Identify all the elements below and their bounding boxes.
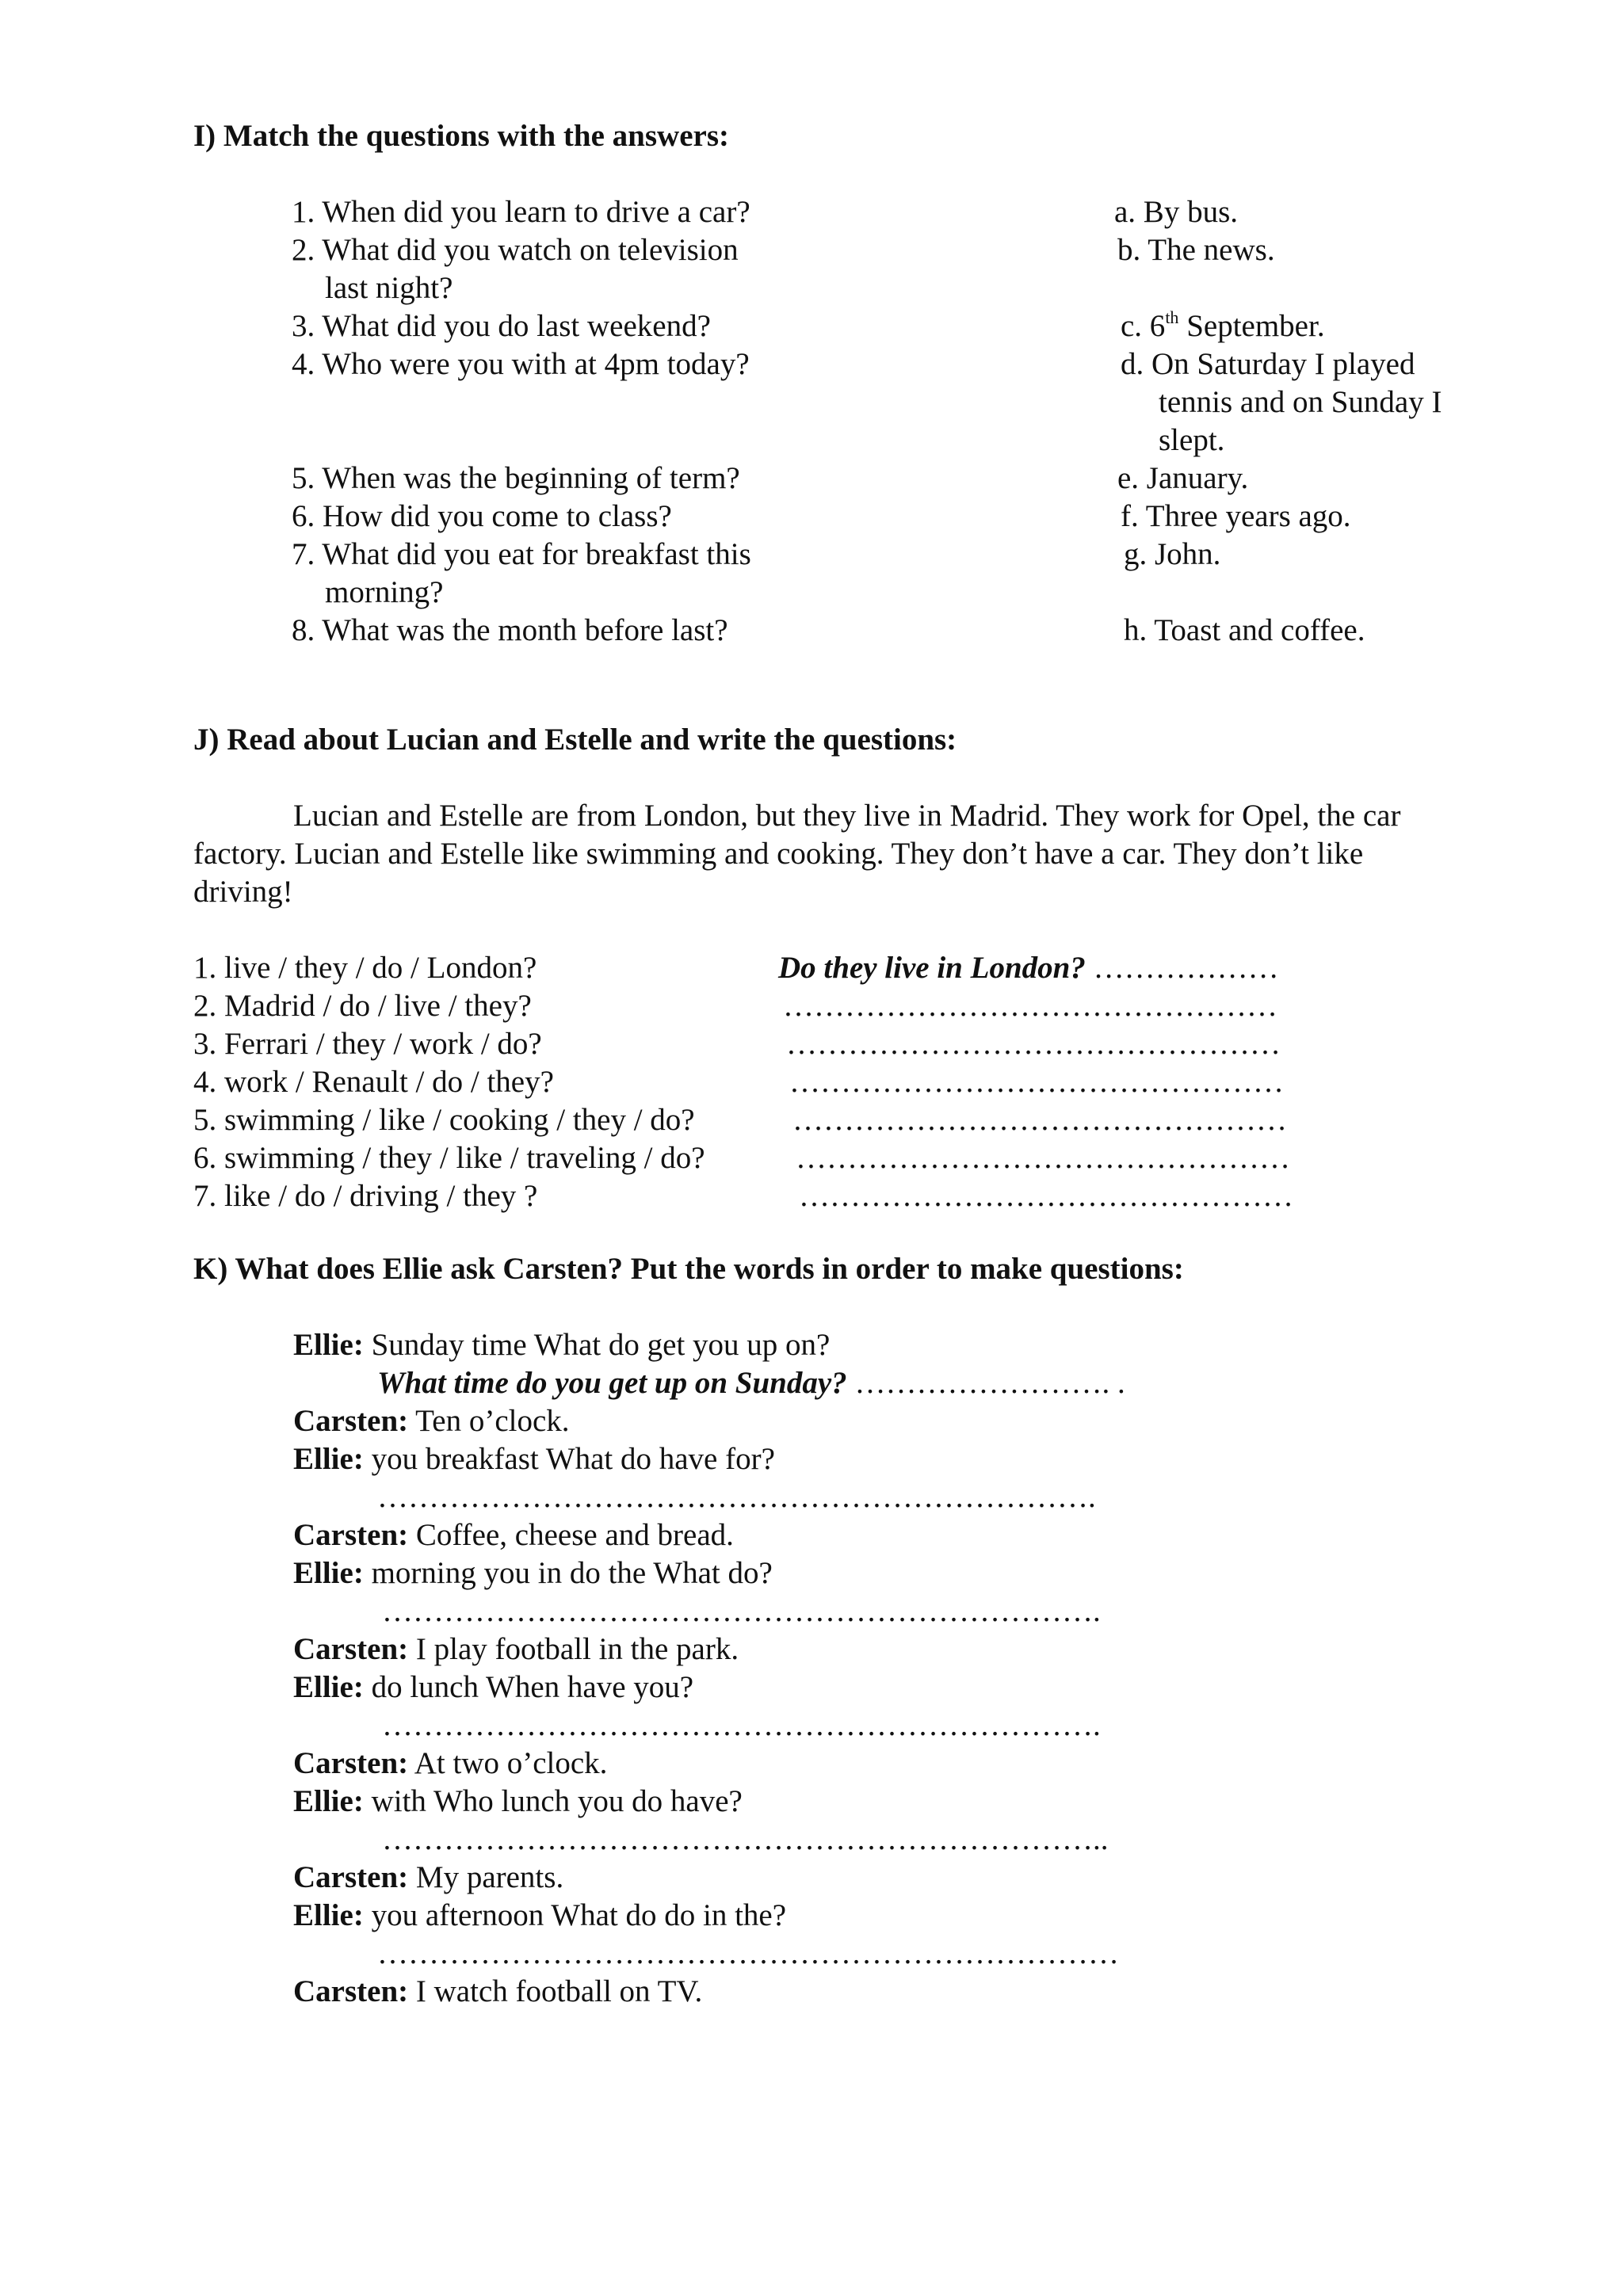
answer-d-cont-2: slept.: [1159, 423, 1225, 457]
section-i-heading: I) Match the questions with the answers:: [193, 119, 729, 153]
dialogue-line-13: Ellie: with Who lunch you do have?: [293, 1784, 743, 1818]
prompt-7: 7. like / do / driving / they ?: [193, 1179, 538, 1213]
prompt-5: 5. swimming / like / cooking / they / do?: [193, 1103, 695, 1137]
question-7-cont: morning?: [325, 575, 444, 609]
paragraph-line-1: Lucian and Estelle are from London, but they live in Madrid. They work for Opel, the car: [293, 799, 1401, 833]
dialogue-line-3: Carsten: Ten o’clock.: [293, 1404, 570, 1438]
question-1: 1. When did you learn to drive a car?: [292, 195, 750, 229]
answer-d: d. On Saturday I played: [1121, 347, 1415, 381]
question-3: 3. What did you do last weekend?: [292, 309, 711, 343]
dialogue-answer-line-2[interactable]: …………………………………………………………….: [382, 1594, 1101, 1628]
answer-line-5[interactable]: …………………………………………: [792, 1103, 1287, 1137]
dialogue-line-12: Carsten: At two o’clock.: [293, 1746, 608, 1780]
answer-line-2[interactable]: …………………………………………: [783, 989, 1277, 1023]
answer-line-6[interactable]: …………………………………………: [796, 1141, 1290, 1175]
dialogue-answer-line-3[interactable]: …………………………………………………………….: [382, 1708, 1101, 1742]
answer-c: c. 6th September.: [1121, 307, 1325, 343]
section-j-heading: J) Read about Lucian and Estelle and write the questions:: [193, 723, 957, 757]
dialogue-line-15: Carsten: My parents.: [293, 1860, 564, 1894]
dialogue-line-18: Carsten: I watch football on TV.: [293, 1974, 703, 2008]
question-7: 7. What did you eat for breakfast this: [292, 537, 751, 571]
answer-d-cont-1: tennis and on Sunday I: [1159, 385, 1442, 419]
dialogue-answer-line-4[interactable]: ……………………………………………………………..: [382, 1822, 1109, 1856]
paragraph-line-3: driving!: [193, 875, 293, 909]
dialogue-line-6: Carsten: Coffee, cheese and bread.: [293, 1518, 734, 1552]
answer-g: g. John.: [1124, 537, 1221, 571]
example-answer: Do they live in London?: [778, 951, 1086, 985]
question-6: 6. How did you come to class?: [292, 499, 672, 533]
answer-a: a. By bus.: [1114, 195, 1238, 229]
prompt-2: 2. Madrid / do / live / they?: [193, 989, 532, 1023]
dialogue-example-answer: What time do you get up on Sunday? ……………………. .: [377, 1366, 1125, 1400]
dialogue-line-10: Ellie: do lunch When have you?: [293, 1670, 694, 1704]
dialogue-answer-line-1[interactable]: …………………………………………………………….: [377, 1480, 1096, 1514]
question-5: 5. When was the beginning of term?: [292, 461, 740, 495]
answer-line-7[interactable]: …………………………………………: [799, 1179, 1293, 1213]
dialogue-line-1: Ellie: Sunday time What do get you up on?: [293, 1328, 831, 1362]
dialogue-line-16: Ellie: you afternoon What do do in the?: [293, 1898, 787, 1932]
answer-h: h. Toast and coffee.: [1124, 613, 1365, 647]
paragraph-line-2: factory. Lucian and Estelle like swimming and cooking. They don’t have a car. They don’t like: [193, 837, 1364, 871]
answer-f: f. Three years ago.: [1121, 499, 1351, 533]
question-8: 8. What was the month before last?: [292, 613, 728, 647]
answer-e: e. January.: [1117, 461, 1249, 495]
prompt-6: 6. swimming / they / like / traveling / do?: [193, 1141, 705, 1175]
answer-b: b. The news.: [1117, 233, 1275, 267]
question-4: 4. Who were you with at 4pm today?: [292, 347, 750, 381]
answer-line-3[interactable]: …………………………………………: [786, 1027, 1281, 1061]
dialogue-answer-line-5[interactable]: ………………………………………………………………: [377, 1936, 1119, 1970]
answer-line-4[interactable]: …………………………………………: [789, 1065, 1284, 1099]
prompt-4: 4. work / Renault / do / they?: [193, 1065, 554, 1099]
dialogue-line-7: Ellie: morning you in do the What do?: [293, 1556, 773, 1590]
prompt-1: 1. live / they / do / London?: [193, 951, 537, 985]
section-k-heading: K) What does Ellie ask Carsten? Put the words in order to make questions:: [193, 1252, 1184, 1286]
prompt-3: 3. Ferrari / they / work / do?: [193, 1027, 542, 1061]
question-2-cont: last night?: [325, 271, 453, 305]
dialogue-line-9: Carsten: I play football in the park.: [293, 1632, 739, 1666]
question-2: 2. What did you watch on television: [292, 233, 739, 267]
dialogue-line-4: Ellie: you breakfast What do have for?: [293, 1442, 775, 1476]
example-answer-line: Do they live in London? ………………: [778, 951, 1279, 985]
